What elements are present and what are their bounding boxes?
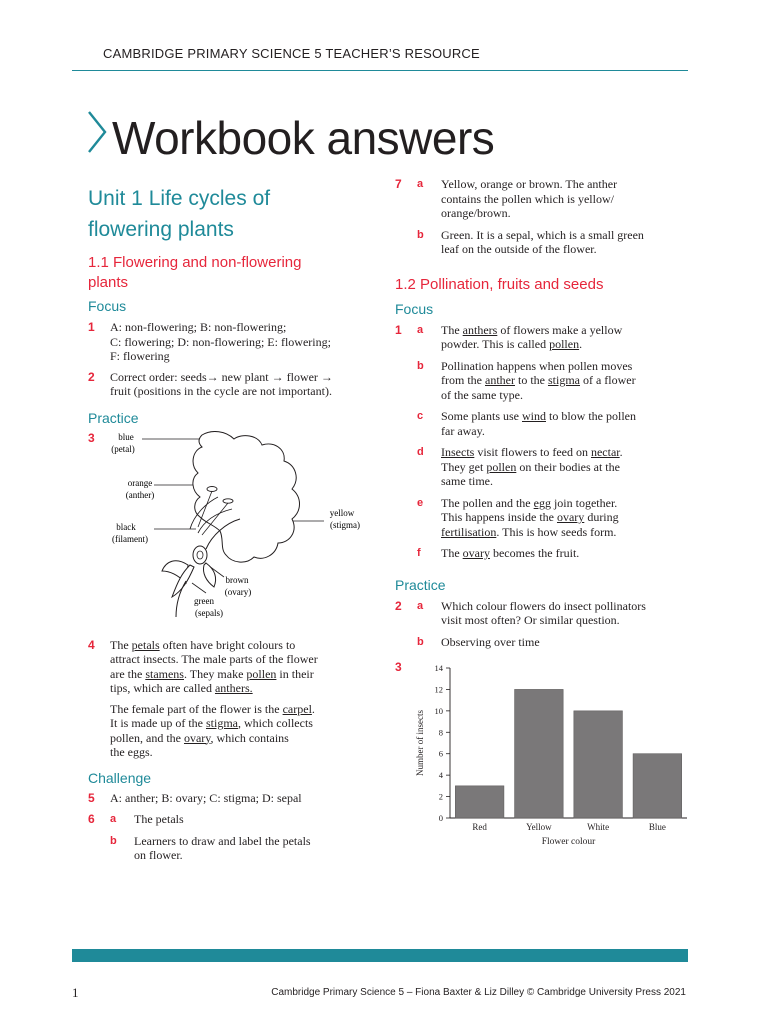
chevron-right-icon [86, 110, 108, 154]
question-4-para-1: The petals often have bright colours to attract insects. The male parts of the flower are the stamens. They make pollen in their tips, which are called anthers. [110, 637, 318, 695]
key-term: pollen [549, 337, 580, 351]
question-number: 3 [88, 430, 95, 445]
diagram-label-yellow: yellow [329, 507, 355, 518]
question-2b [395, 635, 685, 650]
unit-title-line-2: flowering plants [88, 218, 234, 241]
answer-line: F: flowering [110, 349, 170, 363]
bar-red [455, 786, 504, 818]
answer-line: The petals [134, 812, 184, 826]
section-title-1-2: 1.2 Pollination, fruits and seeds [395, 275, 604, 293]
diagram-label-brown: brown [225, 574, 249, 585]
diagram-label-sepals: (sepals) [195, 607, 223, 618]
question-2a [395, 599, 685, 628]
question-number: 2 [88, 369, 95, 384]
key-term: Insects [441, 445, 475, 459]
section-title-line-2: plants [88, 274, 129, 291]
diagram-label-filament: (filament) [112, 533, 148, 544]
question-6a [88, 812, 378, 827]
part-letter: f [417, 547, 421, 559]
x-tick-label: Yellow [526, 822, 552, 832]
bar-chart [409, 660, 689, 850]
x-tick-label: Red [472, 822, 487, 832]
diagram-label-ovary: (ovary) [224, 586, 252, 597]
section-title-1-1 [88, 253, 378, 293]
key-term: ovary [183, 730, 211, 745]
sepal-shape [203, 563, 215, 587]
part-letter: e [417, 496, 424, 509]
answer-line: Learners to draw and label the petals [134, 833, 311, 848]
practice-heading: Practice [88, 409, 139, 426]
section-title-line-1: 1.1 Flowering and non-flowering [88, 254, 302, 271]
practice-heading: Practice [395, 576, 446, 593]
question-2 [88, 370, 378, 399]
question-number: 2 [395, 598, 402, 613]
question-number: 1 [88, 320, 95, 334]
question-number: 3 [395, 660, 402, 674]
part-letter: c [417, 410, 424, 422]
key-term: anthers [462, 322, 498, 337]
answer-line: visit most often? Or similar question. [441, 613, 620, 627]
key-term: nectar [590, 445, 620, 459]
diagram-label-orange: orange [127, 477, 153, 488]
focus-heading: Focus [88, 298, 127, 314]
question-number: 6 [88, 812, 95, 826]
key-term: pollen [246, 666, 277, 681]
chart-bars [455, 689, 681, 818]
page-title: Workbook answers [112, 112, 495, 164]
answer-line: C: flowering; D: non-flowering; E: flowering; [110, 334, 331, 349]
question-4 [88, 638, 378, 760]
footer-bar [72, 949, 688, 962]
x-tick-label: Blue [648, 822, 666, 832]
answer-line: contains the pollen which is yellow/ [441, 191, 614, 206]
answer-line: fruit (positions in the cycle are not important). [110, 384, 332, 398]
key-term: stamens [145, 666, 184, 681]
key-term: anther [485, 373, 515, 387]
question-4-para-2: The female part of the flower is the carpel. It is made up of the stigma, which collects pollen, and the ovary, which contains the eggs. [110, 701, 315, 759]
bar-white [574, 711, 623, 818]
answer-line: Which colour flowers do insect pollinators [441, 598, 646, 613]
answer-line: on flower. [134, 848, 183, 862]
key-term: stigma [547, 373, 580, 387]
key-term: carpel [282, 701, 312, 716]
challenge-heading: Challenge [88, 769, 152, 786]
part-letter: d [417, 446, 424, 458]
key-term: wind [522, 409, 546, 423]
flower-diagram [102, 431, 374, 631]
x-axis-title: Flower colour [541, 837, 596, 847]
y-tick-label: 12 [434, 684, 443, 695]
part-letter: a [417, 323, 424, 336]
y-tick-label: 4 [438, 770, 443, 781]
question-1f: f The ovary becomes the fruit. [417, 546, 580, 560]
answer-line: A: non-flowering; B: non-flowering; [110, 320, 287, 334]
diagram-label-anther: (anther) [125, 489, 155, 500]
question-1a: 1 a The anthers of flowers make a yellow powder. This is called pollen. [395, 322, 623, 351]
question-1b: b Pollination happens when pollen moves from the anther to the stigma of a flower of the same type. [417, 358, 636, 402]
footer-credit: Cambridge Primary Science 5 – Fiona Baxter & Liz Dilley © Cambridge University Press 2021 [271, 987, 686, 998]
diagram-label-stigma: (stigma) [330, 519, 360, 530]
answer-line: leaf on the outside of the flower. [441, 242, 597, 256]
question-number: 1 [395, 322, 402, 337]
leader-line [192, 583, 206, 593]
key-term: ovary [462, 546, 490, 560]
key-term: fertilisation [441, 524, 497, 539]
diagram-label-black: black [116, 521, 136, 532]
unit-title-line-1: Unit 1 Life cycles of [88, 187, 271, 210]
question-number: 7 [395, 177, 402, 191]
key-term: pollen [486, 459, 517, 474]
question-3-chart [395, 660, 685, 850]
answer-line: Yellow, orange or brown. The anther [441, 177, 618, 191]
question-1d: d Insects visit flowers to feed on nectar. They get pollen on their bodies at the same time. [417, 445, 623, 488]
question-number: 5 [88, 790, 95, 805]
key-term: ovary [556, 510, 585, 524]
bar-yellow [515, 689, 564, 818]
question-1 [88, 320, 378, 364]
diagram-label-blue: blue [118, 431, 134, 442]
part-letter: a [417, 178, 424, 190]
left-column [88, 183, 378, 863]
answer-line: Observing over time [441, 634, 540, 649]
right-column [395, 177, 685, 850]
diagram-label-petal: (petal) [111, 443, 135, 454]
answer-line: orange/brown. [441, 206, 511, 220]
key-term: petals [131, 637, 160, 652]
diagram-label-green: green [194, 595, 214, 606]
question-6b [88, 834, 378, 863]
focus-heading: Focus [395, 300, 434, 317]
ovary-shape [193, 546, 207, 564]
question-7a [395, 177, 685, 221]
part-letter: b [110, 834, 117, 847]
part-letter: b [417, 635, 424, 648]
bar-blue [633, 754, 682, 818]
question-1e: e The pollen and the egg join together. This happens inside the ovary during fertilisation. This is how seeds form. [417, 495, 619, 539]
answer-line: Green. It is a sepal, which is a small green [441, 227, 644, 242]
answer-line: A: anther; B: ovary; C: stigma; D: sepal [110, 790, 302, 805]
part-letter: b [417, 359, 424, 372]
key-term: anthers. [214, 681, 253, 695]
page-number: 1 [72, 985, 79, 1000]
question-1c: c Some plants use wind to blow the pollen far away. [417, 409, 636, 438]
y-axis-title: Number of insects [415, 710, 425, 776]
y-tick-label: 0 [438, 813, 443, 823]
key-term: egg [533, 495, 551, 510]
running-header: CAMBRIDGE PRIMARY SCIENCE 5 TEACHER’S RESOURCE [103, 46, 480, 61]
y-tick-label: 10 [434, 705, 443, 716]
part-letter: b [417, 228, 424, 241]
x-tick-label: White [587, 822, 610, 832]
question-5 [88, 791, 378, 806]
question-7b [395, 228, 685, 257]
key-term: stigma [205, 716, 238, 730]
part-letter: a [417, 599, 424, 612]
y-tick-label: 14 [434, 663, 443, 673]
y-tick-label: 8 [438, 727, 443, 738]
y-tick-label: 2 [438, 791, 443, 802]
part-letter: a [110, 813, 117, 825]
header-rule [72, 70, 688, 71]
question-3 [88, 431, 378, 631]
question-number: 4 [88, 637, 95, 652]
y-tick-label: 6 [438, 748, 443, 759]
unit-title [88, 183, 378, 245]
answer-line: Correct order: seeds→ new plant → flower → [110, 369, 333, 384]
